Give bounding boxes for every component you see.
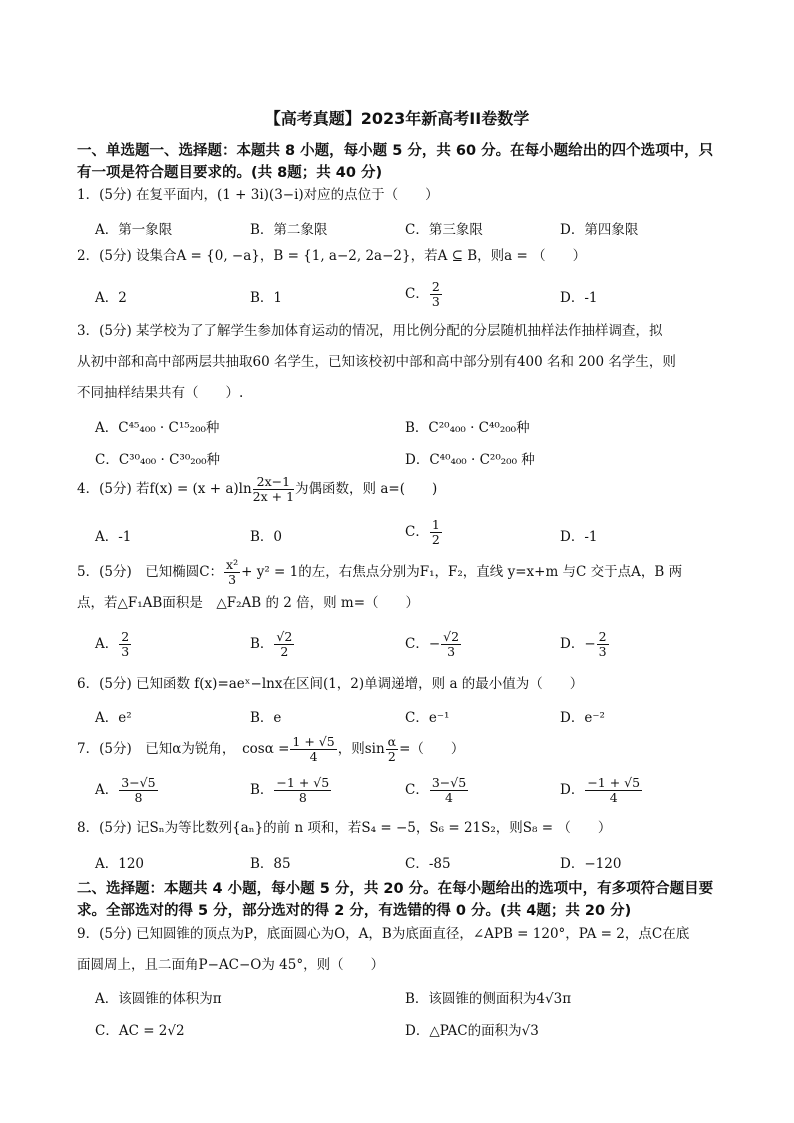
option-d: D．第四象限	[560, 222, 639, 238]
stem-line: 不同抽样结果共有（ ）.	[77, 385, 244, 401]
stem-line: 从初中部和高中部两层共抽取60 名学生，已知该校初中部和高中部分别有400 名和 200 名学生，则	[77, 354, 676, 370]
option-d: D．e⁻²	[560, 710, 605, 726]
option-d: D． $\frac{-1 + √5}{4}$	[560, 775, 641, 805]
option-a: A． $\frac{3-√5}{8}$	[95, 775, 156, 805]
option-d: D．-1	[560, 290, 598, 306]
option-a: A．-1	[95, 529, 132, 545]
question-9-options-row1	[95, 987, 735, 1017]
question-2-options	[95, 280, 735, 310]
option-c: C．− $\frac{√2}{3}$	[405, 629, 460, 659]
option-a: A． $\frac{2}{3}$	[95, 629, 130, 659]
option-b: B．C²⁰₄₀₀ · C⁴⁰₂₀₀种	[405, 420, 530, 436]
question-6-stem: 6．(5分) 已知函数 f(x)=aeˣ−lnx在区间(1，2)单调递增，则 a 的最小值为（ ）	[77, 676, 584, 692]
question-3-stem	[77, 316, 727, 409]
stem-line: 点，若△F₁AB面积是 △F₂AB 的 2 倍，则 m=（ ）	[77, 595, 420, 611]
question-4-options	[95, 518, 735, 548]
question-5-options	[95, 630, 735, 660]
option-b: B． $\frac{√2}{2}$	[250, 629, 293, 659]
option-d: D．-1	[560, 529, 598, 545]
option-d: D．C⁴⁰₄₀₀ · C²⁰₂₀₀ 种	[405, 452, 535, 468]
stem-line: 9．(5分) 已知圆锥的顶点为P，底面圆心为O，A，B为底面直径，∠APB = 120°，PA = 2，点C在底	[77, 926, 690, 942]
option-b: B．第二象限	[250, 222, 328, 238]
option-d: D．− $\frac{2}{3}$	[560, 629, 607, 659]
option-b: B．0	[250, 529, 283, 545]
option-c: C．C³⁰₄₀₀ · C³⁰₂₀₀种	[95, 452, 220, 468]
question-5-stem	[77, 557, 727, 619]
option-c: C．e⁻¹	[405, 710, 450, 726]
option-c: C．-85	[405, 856, 451, 872]
question-2-stem: 2．(5分) 设集合A = {0, −a}，B = {1, a−2, 2a−2}，若A ⊆ B，则a = （ ）	[77, 248, 587, 264]
option-a: A．第一象限	[95, 222, 173, 238]
option-b: B．85	[250, 856, 291, 872]
option-a: A．该圆锥的体积为π	[95, 991, 222, 1007]
option-a: A．120	[95, 856, 145, 872]
option-b: B．1	[250, 290, 283, 306]
section-heading-1: 一、单选题一、选择题：本题共 8 小题，每小题 5 分，共 60 分。在每小题给出的四个选项中，只有一项是符合题目要求的。(共 8题；共 40 分)	[77, 143, 714, 181]
option-c: C． $\frac{1}{2}$	[405, 517, 440, 547]
question-1-stem: 1．(5分) 在复平面内，(1 + 3i)(3−i)对应的点位于（ ）	[77, 187, 439, 203]
option-c: C． $\frac{3-√5}{4}$	[405, 775, 467, 805]
stem-line: 5．(5分) 已知椭圆C： $\frac{\text{x²}}{3}$ + y² = 1的左，右焦点分别为F₁，F₂，直线 y=x+m 与C 交于点A，B 两	[77, 557, 683, 587]
question-3-options-row1	[95, 416, 735, 446]
question-7-stem: 7．(5分) 已知α为锐角， cosα = $\frac{1 + √5}{4}$ ，则sin $\frac{\alpha}{2}$ =（ ）	[77, 734, 465, 764]
option-d: D．−120	[560, 856, 622, 872]
question-9-stem	[77, 919, 727, 981]
page-title: 【高考真题】2023年新高考II卷数学	[264, 109, 530, 128]
section-heading-2: 二、选择题：本题共 4 小题，每小题 5 分，共 20 分。在每小题给出的选项中，有多项符合题目要求。全部选对的得 5 分，部分选对的得 2 分，有选错的得 0 分。(共 4题；共 20 分)	[77, 881, 714, 919]
question-4-stem: 4．(5分) 若f(x) = (x + a)ln $\frac{2x-1}{2x + 1}$ 为偶函数，则 a=( )	[77, 474, 438, 504]
option-a: A．2	[95, 290, 127, 306]
stem-line: 3．(5分) 某学校为了了解学生参加体育运动的情况，用比例分配的分层随机抽样法作抽样调查，拟	[77, 323, 663, 339]
option-a: A．C⁴⁵₄₀₀ · C¹⁵₂₀₀种	[95, 420, 220, 436]
stem-line: 面圆周上，且二面角P−AC−O为 45°，则（ ）	[77, 957, 385, 973]
option-b: B．e	[250, 710, 282, 726]
question-7-options	[95, 776, 735, 806]
question-6-options	[95, 706, 735, 736]
option-a: A．e²	[95, 710, 132, 726]
question-8-stem: 8．(5分) 记Sₙ为等比数列{aₙ}的前 n 项和，若S₄ = −5，S₆ = 21S₂，则S₈ = （ ）	[77, 820, 612, 836]
option-c: C． $\frac{2}{3}$	[405, 279, 440, 309]
option-c: C．AC = 2√2	[95, 1023, 185, 1039]
option-b: B．该圆锥的侧面积为4√3π	[405, 991, 572, 1007]
question-9-options-row2	[95, 1019, 735, 1049]
option-b: B． $\frac{-1 + √5}{8}$	[250, 775, 330, 805]
option-c: C．第三象限	[405, 222, 483, 238]
option-d: D．△PAC的面积为√3	[405, 1023, 539, 1039]
